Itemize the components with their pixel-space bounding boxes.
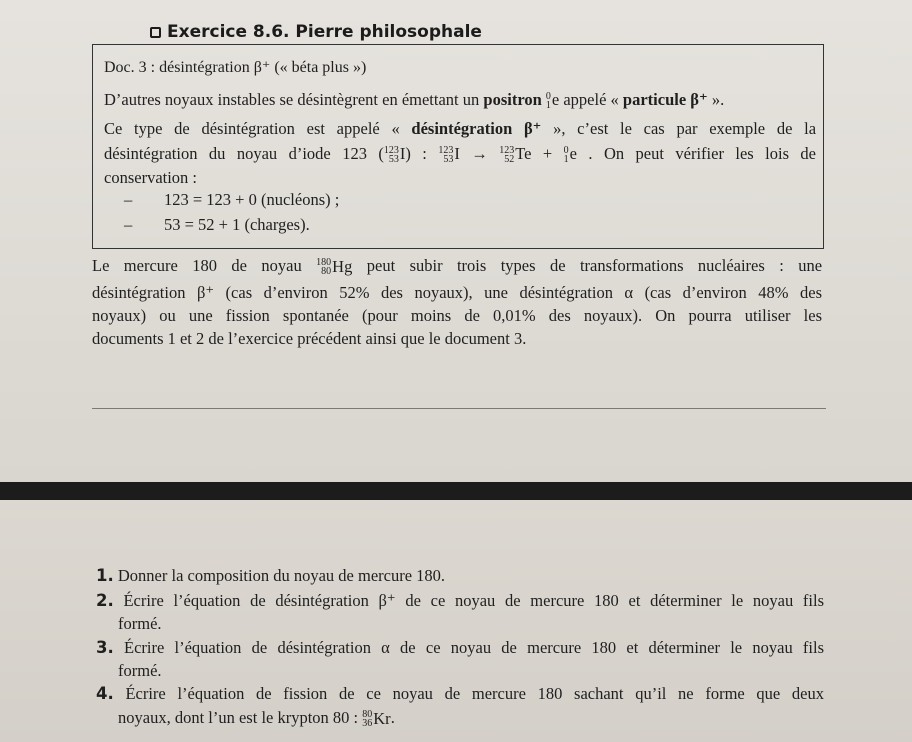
beta-plus-term: désintégration β⁺	[411, 119, 542, 138]
question-2-cont: formé.	[118, 614, 162, 633]
exercise-title	[150, 22, 482, 42]
intro-line-1: Le mercure 180 de noyau 180 80 Hg peut subir trois types de transformations nucléaires : une	[92, 256, 823, 278]
doc3-line-4: conservation :	[104, 168, 198, 187]
page-gap	[0, 482, 912, 500]
exercise-title-text: Exercice 8.6. Pierre philosophale	[167, 22, 482, 42]
positron-term: positron	[483, 90, 542, 109]
checkbox-icon	[150, 27, 161, 38]
question-2: 2. Écrire l’équation de désintégration β⁺ de ce noyau de mercure 180 et déterminer le noyau fils	[96, 591, 825, 610]
question-3: 3. Écrire l’équation de désintégration α de ce noyau de mercure 180 et déterminer le noyau fils	[96, 638, 825, 657]
doc3-line-2: Ce type de désintégration est appelé « désintégration β⁺ », c’est le cas par exemple de la	[104, 119, 817, 138]
conservation-charges: – 53 = 52 + 1 (charges).	[124, 215, 310, 234]
positron-nuclide: 0 1	[545, 91, 551, 112]
conservation-nucleons: – 123 = 123 + 0 (nucléons) ;	[124, 190, 340, 209]
krypton-nuclide: 80 36 Kr	[362, 709, 391, 730]
intro-line-4: documents 1 et 2 de l’exercice précédent ainsi que le document 3.	[92, 329, 527, 348]
doc3-line-3-equation: désintégration du noyau d’iode 123 ( 123 53 I) : 123 53 I → 123 52 Te + 0 1 e . On peut vérifier les lois de	[104, 144, 816, 166]
doc3-line-1: D’autres noyaux instables se désintègrent en émettant un positron 0 1 e appelé « particule β⁺ ».	[104, 90, 725, 112]
particle-term: particule β⁺	[622, 90, 708, 109]
mercury-nuclide: 180 80 Hg	[316, 257, 353, 278]
question-4: 4. Écrire l’équation de fission de ce noyau de mercure 180 sachant qu’il ne forme que deux	[96, 684, 824, 703]
intro-line-3: noyaux) ou une fission spontanée (pour moins de 0,01% des noyaux). On pourra utiliser les	[92, 306, 822, 325]
separator-line	[92, 408, 826, 409]
question-4-cont: noyaux, dont l’un est le krypton 80 : 80 36 Kr .	[118, 708, 395, 730]
doc3-title: Doc. 3 : désintégration β⁺ (« béta plus »)	[104, 59, 367, 76]
question-3-cont: formé.	[118, 661, 162, 680]
intro-line-2: désintégration β⁺ (cas d’environ 52% des noyaux), une désintégration α (cas d’environ 48% des	[92, 283, 822, 302]
question-1: 1. Donner la composition du noyau de mercure 180.	[96, 566, 446, 585]
